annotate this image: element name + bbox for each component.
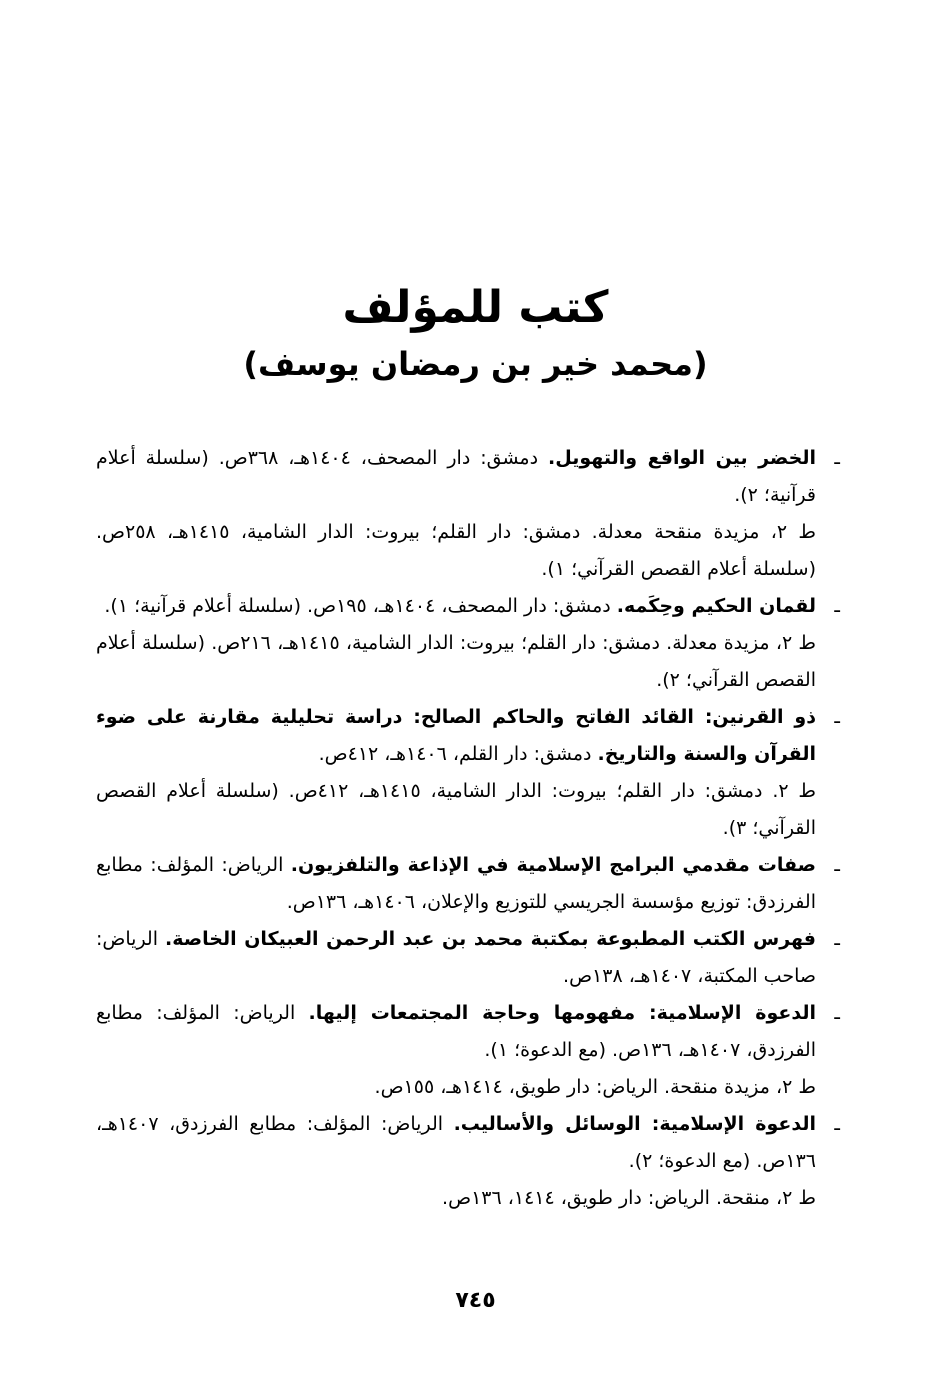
book-details: دمشق: دار المصحف، ١٤٠٤هـ، ٣٦٨ص. (سلسلة أعلام قرآنية؛ ٢).	[96, 447, 816, 506]
bibliography-list	[96, 440, 840, 1217]
book-title: فهرس الكتب المطبوعة بمكتبة محمد بن عبد الرحمن العبيكان الخاصة.	[165, 928, 816, 950]
book-details: الرياض: المؤلف: مطابع الفرزدق: توزيع مؤسسة الجريسي للتوزيع والإعلان، ١٤٠٦هـ، ١٣٦ص.	[96, 854, 816, 913]
bullet-dash: ـ	[834, 928, 840, 950]
page-number: ٧٤٥	[455, 1288, 496, 1313]
entry-main-line	[96, 995, 840, 1069]
page-title: كتب للمؤلف	[342, 282, 609, 333]
edition-note: ط ٢، منقحة. الرياض: دار طويق، ١٤١٤، ١٣٦ص.	[442, 1187, 816, 1209]
bullet-dash: ـ	[834, 854, 840, 876]
bibliography-entry	[96, 588, 840, 699]
bullet-dash: ـ	[834, 595, 840, 617]
bibliography-entry	[96, 921, 840, 995]
book-title: الخضر بين الواقع والتهويل.	[548, 447, 816, 469]
edition-note: ط ٢، مزيدة منقحة. الرياض: دار طويق، ١٤١٤هـ، ١٥٥ص.	[374, 1076, 816, 1098]
book-details: الرياض: المؤلف: مطابع الفرزدق، ١٤٠٧هـ، ١٣٦ص. (مع الدعوة؛ ١).	[96, 1002, 816, 1061]
book-details: الرياض: المؤلف: مطابع الفرزدق، ١٤٠٧هـ، ١٣٦ص. (مع الدعوة؛ ٢).	[96, 1113, 816, 1172]
bullet-dash: ـ	[834, 447, 840, 469]
bibliography-entry	[96, 847, 840, 921]
edition-note: ط ٢. دمشق: دار القلم؛ بيروت: الدار الشامية، ١٤١٥هـ، ٤١٢ص. (سلسلة أعلام القصص القرآني؛ ٣).	[96, 780, 816, 839]
bibliography-entry	[96, 440, 840, 588]
bibliography-entry	[96, 1106, 840, 1217]
book-title: لقمان الحكيم وحِكَمه.	[616, 595, 816, 617]
entry-main-line	[96, 699, 840, 773]
bullet-dash: ـ	[834, 706, 840, 728]
entry-main-line	[96, 588, 840, 625]
book-title: ذو القرنين: القائد الفاتح والحاكم الصالح: دراسة تحليلية مقارنة على ضوء القرآن والسنة والتاريخ.	[96, 706, 816, 765]
entry-main-line	[96, 440, 840, 514]
entry-main-line	[96, 847, 840, 921]
edition-note: ط ٢، مزيدة معدلة. دمشق: دار القلم؛ بيروت: الدار الشامية، ١٤١٥هـ، ٢١٦ص. (سلسلة أعلام القصص القرآني؛ ٢).	[96, 632, 816, 691]
entry-main-line	[96, 1106, 840, 1180]
book-title: صفات مقدمي البرامج الإسلامية في الإذاعة والتلفزيون.	[290, 854, 816, 876]
bibliography-entry	[96, 699, 840, 847]
book-details: دمشق: دار القلم، ١٤٠٦هـ، ٤١٢ص.	[318, 743, 598, 765]
book-title: الدعوة الإسلامية: مفهومها وحاجة المجتمعات إليها.	[308, 1002, 816, 1024]
book-details: الرياض: صاحب المكتبة، ١٤٠٧هـ، ١٣٨ص.	[96, 928, 816, 987]
entry-main-line	[96, 921, 840, 995]
book-title: الدعوة الإسلامية: الوسائل والأساليب.	[453, 1113, 817, 1135]
bibliography-entry	[96, 995, 840, 1106]
edition-note: ط ٢، مزيدة منقحة معدلة. دمشق: دار القلم؛ بيروت: الدار الشامية، ١٤١٥هـ، ٢٥٨ص. (سلسلة أعلام القصص القرآني؛ ١).	[96, 521, 816, 580]
bullet-dash: ـ	[834, 1113, 840, 1135]
book-details: دمشق: دار المصحف، ١٤٠٤هـ، ١٩٥ص. (سلسلة أعلام قرآنية؛ ١).	[104, 595, 617, 617]
bullet-dash: ـ	[834, 1002, 840, 1024]
page-subtitle: (محمد خير بن رمضان يوسف)	[243, 345, 708, 383]
